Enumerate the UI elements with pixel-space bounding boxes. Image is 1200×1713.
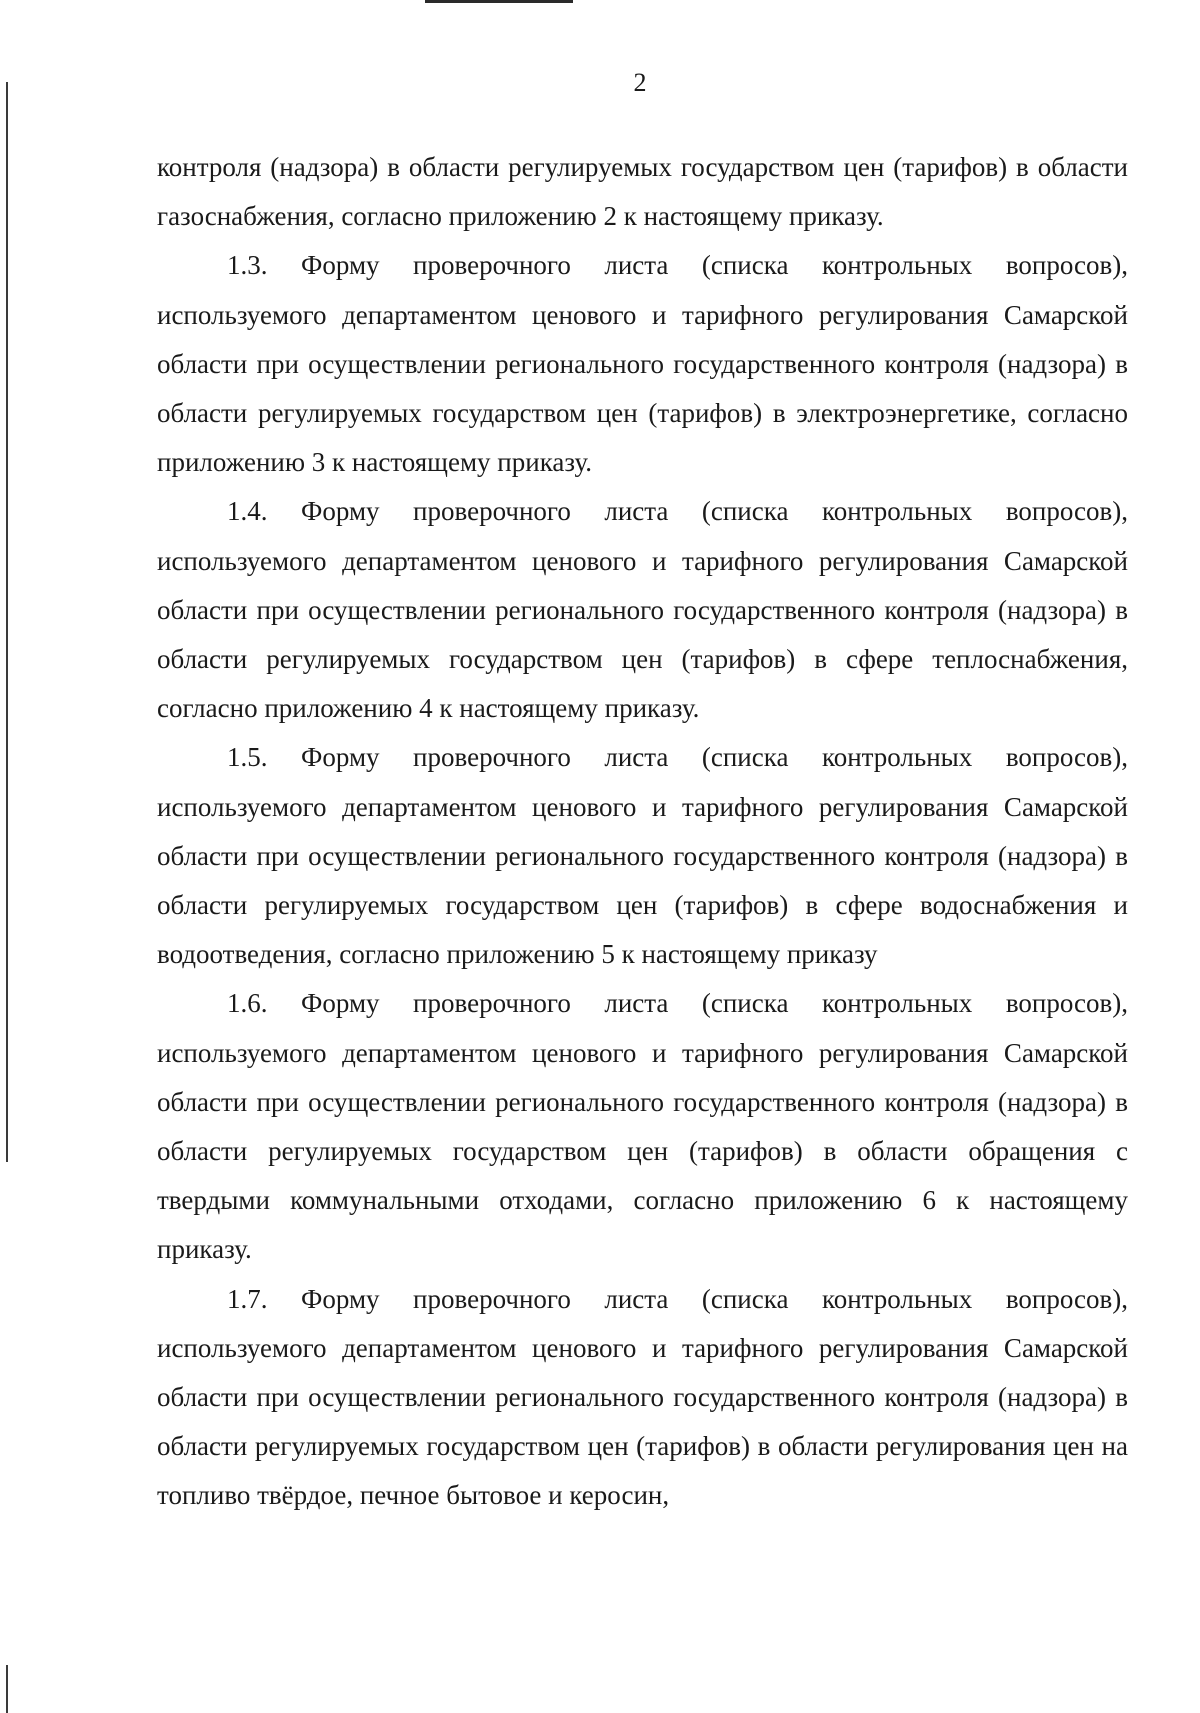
top-rule <box>425 0 573 3</box>
paragraph-continuation: контроля (надзора) в области регулируемых государством цен (тарифов) в области газоснабжения, согласно приложению 2 к настоящему приказу. <box>157 152 1128 232</box>
paragraph-item-1-3: 1.3. Форму проверочного листа (списка контрольных вопросов), используемого департаментом ценового и тарифного регулирования Самарской области при осуществлении регионального государственного контроля (надзора) в области регулируемых государством цен (тарифов) в электроэнергетике, согласно приложению 3 к настоящему приказу. <box>157 250 1128 478</box>
document-body <box>157 143 1128 1521</box>
paragraph-item-1-5: 1.5. Форму проверочного листа (списка контрольных вопросов), используемого департаментом ценового и тарифного регулирования Самарской области при осуществлении регионального государственного контроля (надзора) в области регулируемых государством цен (тарифов) в сфере водоснабжения и водоотведения, согласно приложению 5 к настоящему приказу <box>157 742 1128 970</box>
page-number: 2 <box>633 68 647 97</box>
left-margin-line-bottom <box>6 1665 8 1713</box>
paragraph-item-1-6: 1.6. Форму проверочного листа (списка контрольных вопросов), используемого департаментом ценового и тарифного регулирования Самарской области при осуществлении регионального государственного контроля (надзора) в области регулируемых государством цен (тарифов) в области обращения с твердыми коммунальными отходами, согласно приложению 6 к настоящему приказу. <box>157 988 1128 1265</box>
left-margin-line <box>6 82 8 1162</box>
paragraph-item-1-7: 1.7. Форму проверочного листа (списка контрольных вопросов), используемого департаментом ценового и тарифного регулирования Самарской области при осуществлении регионального государственного контроля (надзора) в области регулируемых государством цен (тарифов) в области регулирования цен на топливо твёрдое, печное бытовое и керосин, <box>157 1283 1128 1511</box>
paragraph-item-1-4: 1.4. Форму проверочного листа (списка контрольных вопросов), используемого департаментом ценового и тарифного регулирования Самарской области при осуществлении регионального государственного контроля (надзора) в области регулируемых государством цен (тарифов) в сфере теплоснабжения, согласно приложению 4 к настоящему приказу. <box>157 496 1128 724</box>
